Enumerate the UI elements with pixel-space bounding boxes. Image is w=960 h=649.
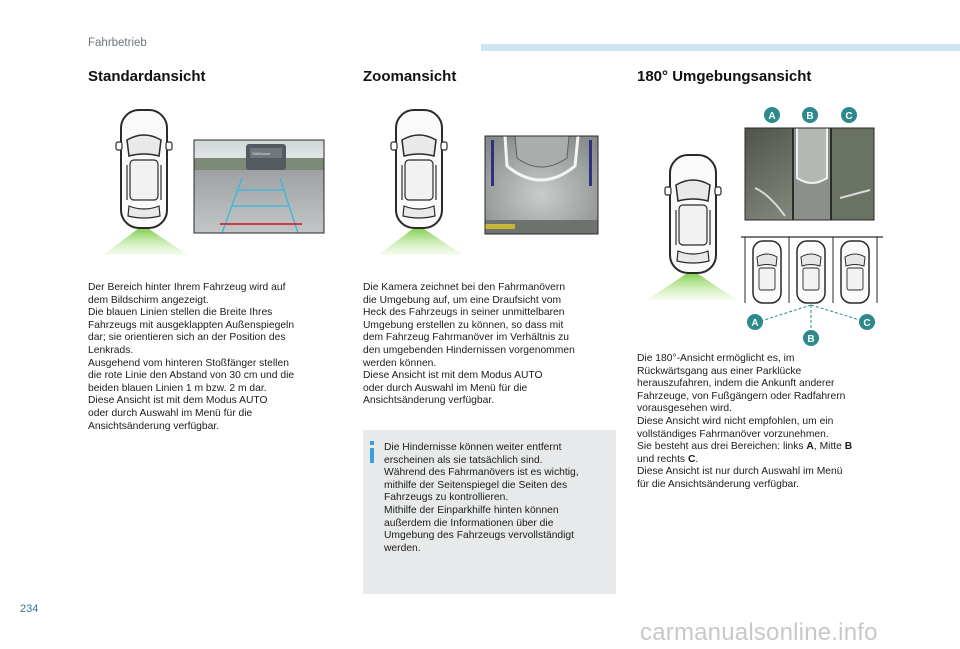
info-note-text: Die Hindernisse können weiter entfernt erscheinen als sie tatsächlich sind. Während des Fahrmanövers ist es wichtig, mithilfe der Seitenspiegel die Seiten des Fahrzeugs zu kontrollieren. Mithilfe der Einparkhilfe hinten können außerdem die Informationen über die Umgebung des Fahrzeugs vervollständigt werden. bbox=[384, 442, 579, 554]
svg-text:C: C bbox=[863, 318, 871, 329]
parked-car-icon bbox=[797, 241, 825, 303]
surround-view-illustration bbox=[637, 100, 887, 350]
surround-camera-screen bbox=[745, 128, 874, 220]
badge-b-bottom bbox=[803, 330, 819, 346]
area-b-label: B bbox=[844, 441, 853, 453]
zoom-view-illustration bbox=[363, 100, 613, 270]
zoom-camera-screen bbox=[485, 136, 598, 234]
area-c-label: C bbox=[687, 453, 696, 465]
parked-car-icon bbox=[841, 241, 869, 303]
zoom-view-text: Die Kamera zeichnet bei den Fahrmanövern die Umgebung auf, um eine Draufsicht vom Heck des Fahrzeugs in seiner unmittelbaren Umgebung erstellen zu können, so dass mit dem Fahrzeug Fahrmanöver im Verhältnis zu den umgebenden Hindernissen vorgenommen werden können. Diese Ansicht ist mit dem Modus AUTO oder durch Auswahl im Menü für die Ansichtsänderung verfügbar. bbox=[363, 282, 575, 407]
car-top-view-icon bbox=[116, 110, 172, 228]
header-bar bbox=[481, 44, 960, 51]
parked-car-icon bbox=[753, 241, 781, 303]
title-zoom-view: Zoomansicht bbox=[363, 68, 457, 85]
title-180-view: 180° Umgebungsansicht bbox=[637, 68, 812, 85]
car-top-view-icon bbox=[391, 110, 447, 228]
surround-view-text: Die 180°-Ansicht ermöglicht es, im Rückwärtsgang aus einer Parklücke herauszufahren, indem die Ankunft anderer Fahrzeuge, von Fußgängern oder Radfahrern vorausgesehen wird. Diese Ansicht wird nicht empfohlen, um ein vollständiges Fahrmanöver vorzunehmen. Sie besteht aus drei Bereichen: links A, Mitte B und rechts C. Diese Ansicht ist nur durch Auswahl im Menü für die Ansichtsänderung verfügbar. bbox=[637, 353, 853, 490]
svg-text:A: A bbox=[751, 318, 759, 329]
badge-b-top bbox=[802, 107, 818, 123]
svg-text:A: A bbox=[768, 111, 776, 122]
camera-cone-icon bbox=[378, 225, 463, 255]
info-icon bbox=[366, 441, 378, 463]
watermark: carmanualsonline.info bbox=[640, 619, 878, 646]
rear-camera-screen bbox=[194, 140, 324, 233]
svg-text:B: B bbox=[807, 334, 815, 345]
section-header: Fahrbetrieb bbox=[88, 37, 147, 49]
title-standard-view: Standardansicht bbox=[88, 68, 206, 85]
badge-c-bottom bbox=[859, 314, 875, 330]
area-a-label: A bbox=[806, 441, 814, 453]
camera-sign-text: Stößbauer bbox=[252, 151, 271, 156]
standard-view-text: Der Bereich hinter Ihrem Fahrzeug wird auf dem Bildschirm angezeigt. Die blauen Linien stellen die Breite Ihres Fahrzeugs mit ausgeklappten Außenspiegeln dar; sie orientieren sich an der Position des Lenkrads. Ausgehend vom hinteren Stoßfänger stellen die rote Linie den Abstand von 30 cm und die beiden blauen Linien 1 m bzw. 2 m dar. Diese Ansicht ist mit dem Modus AUTO oder durch Auswahl im Menü für die Ansichtsänderung verfügbar. bbox=[88, 282, 295, 432]
car-top-view-icon bbox=[665, 155, 721, 273]
page-number: 234 bbox=[20, 603, 39, 615]
camera-cone-icon bbox=[647, 270, 737, 300]
camera-cone-icon bbox=[103, 225, 188, 255]
svg-text:B: B bbox=[806, 111, 814, 122]
badge-a-bottom bbox=[747, 314, 763, 330]
standard-view-illustration bbox=[88, 100, 338, 270]
badge-c-top bbox=[841, 107, 857, 123]
badge-a-top bbox=[764, 107, 780, 123]
svg-text:C: C bbox=[845, 111, 853, 122]
